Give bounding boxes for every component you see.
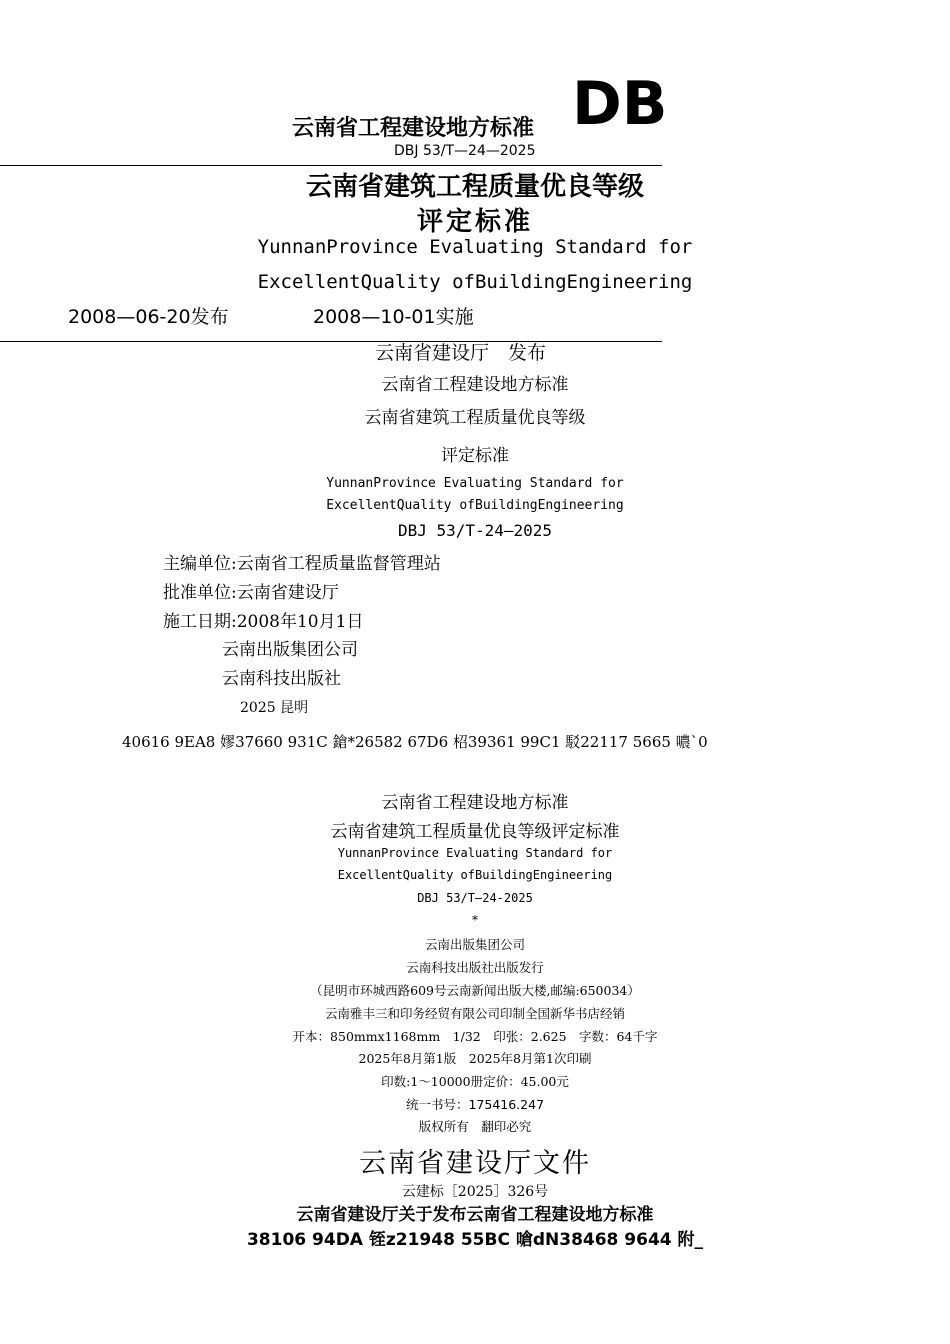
cover-title-line1: 云南省建筑工程质量优良等级 — [305, 172, 644, 202]
print-run-price: 印数:1～10000册定价：45.00元 — [381, 1074, 569, 1089]
printer-info: 云南雅丰三和印务经贸有限公司印制全国新华书店经销 — [324, 1006, 625, 1021]
document-subject: 云南省建设厅关于发布云南省工程建设地方标准 — [296, 1205, 654, 1225]
cover-header: 云南省工程建设地方标准 — [292, 116, 535, 141]
document-reference-number: 云建标［2025］326号 — [401, 1184, 549, 1200]
edition-info: 2025年8月第1版 2025年8月第1次印刷 — [358, 1051, 592, 1066]
title-page-english-line2: ExcellentQuality ofBuildingEngineering — [326, 498, 624, 513]
approver-unit: 批准单位:云南省建设厅 — [163, 583, 339, 603]
isbn: 统一书号：175416.247 — [405, 1097, 545, 1112]
title-page-english-line1: YunnanProvince Evaluating Standard for — [326, 476, 624, 491]
title-page-title-line2: 评定标准 — [441, 446, 509, 466]
cover-standard-code: DBJ 53/T—24—2025 — [394, 143, 536, 159]
effective-date: 2008—10-01实施 — [313, 306, 474, 328]
db-mark: DB — [572, 69, 668, 139]
document-garbled-line: 38106 94DA 铚z21948 55BC 嗆dN38468 9644 附_ — [246, 1230, 704, 1250]
cover-english-line1: YunnanProvince Evaluating Standard for — [257, 236, 693, 258]
cover-english-line2: ExcellentQuality ofBuildingEngineering — [257, 271, 693, 293]
title-page-header: 云南省工程建设地方标准 — [381, 375, 569, 395]
garbled-line: 40616 9EA8 嫪37660 931C 鎗*26582 67D6 柖39361 99C1 駁22117 5665 噥`0 — [122, 733, 708, 751]
copyright-english-line1: YunnanProvince Evaluating Standard for — [337, 846, 613, 860]
copyright-title: 云南省建筑工程质量优良等级评定标准 — [330, 822, 620, 842]
copyright-publisher-press: 云南科技出版社出版发行 — [406, 960, 544, 975]
publisher-address: （昆明市环城西路609号云南新闻出版大楼,邮编:650034） — [310, 983, 640, 998]
copyright-english-line2: ExcellentQuality ofBuildingEngineering — [337, 868, 613, 882]
copyright-standard-code: DBJ 53/T—24-2025 — [417, 891, 533, 905]
year-place: 2025 昆明 — [240, 700, 309, 716]
format-info: 开本：850mmx1168mm 1/32 印张：2.625 字数：64千字 — [292, 1029, 658, 1044]
rights-notice: 版权所有 翻印必究 — [418, 1119, 532, 1134]
title-page-standard-code: DBJ 53/T-24—2025 — [397, 521, 553, 540]
cover-issuer: 云南省建设厅 发布 — [375, 342, 547, 364]
publisher-group: 云南出版集团公司 — [222, 640, 358, 660]
copyright-header: 云南省工程建设地方标准 — [381, 793, 569, 813]
cover-bottom-rule — [0, 341, 662, 342]
copyright-publisher-group: 云南出版集团公司 — [424, 937, 525, 952]
editor-unit: 主编单位:云南省工程质量监督管理站 — [163, 554, 441, 574]
implementation-date: 施工日期:2008年10月1日 — [163, 612, 364, 632]
publisher-press: 云南科技出版社 — [222, 669, 341, 689]
title-page-title-line1: 云南省建筑工程质量优良等级 — [364, 408, 586, 428]
cover-title-line2: 评定标准 — [416, 207, 533, 237]
document-heading: 云南省建设厅文件 — [359, 1148, 591, 1179]
separator-asterisk: * — [472, 913, 478, 927]
publish-date: 2008—06-20发布 — [68, 306, 229, 328]
